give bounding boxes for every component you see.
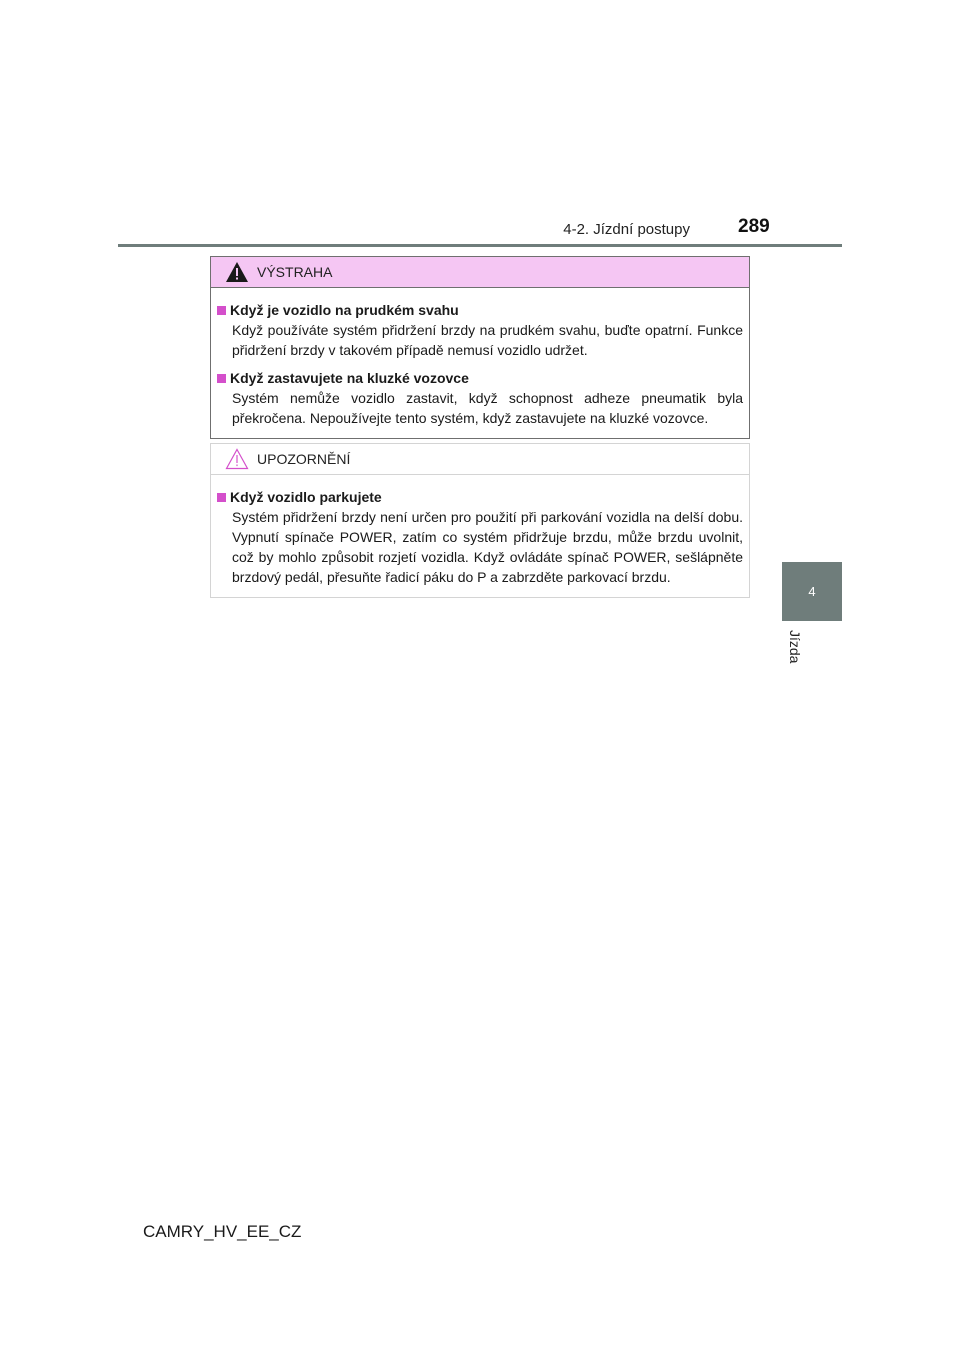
caution-header [211, 444, 749, 475]
caution-body [211, 475, 749, 597]
document-code: CAMRY_HV_EE_CZ [143, 1222, 302, 1241]
header-divider [118, 244, 842, 247]
item-text: Systém nemůže vozidlo zastavit, když schopnost adheze pneumatik byla překročena. Nepoužívejte tento systém, když zastavujete na kluzké vozovce. [232, 390, 743, 426]
item-title: Když je vozidlo na prudkém svahu [230, 302, 459, 318]
warning-title: VÝSTRAHA [257, 264, 333, 280]
chapter-label: Jízda [787, 630, 803, 664]
page-number: 289 [738, 216, 770, 237]
item-title: Když vozidlo parkujete [230, 489, 382, 505]
warning-item [217, 300, 743, 360]
bullet-square-icon [217, 493, 226, 502]
item-text: Systém přidržení brzdy není určen pro použití při parkování vozidla na delší dobu. Vypnutí spínače POWER, zatím co systém přidržuje brzdu, může brzdu uvolnit, což by mohlo způsobit rozjetí vozidla. Když ovládáte spínač POWER, sešlápněte brzdový pedál, přesuňte řadicí páku do P a zabrzděte parkovací brzdu. [232, 509, 743, 585]
warning-item [217, 368, 743, 428]
caution-item [217, 487, 743, 587]
warning-box [210, 256, 750, 439]
item-text: Když používáte systém přidržení brzdy na prudkém svahu, buďte opatrní. Funkce přidržení brzdy v takovém případě nemusí vozidlo udržet. [232, 322, 743, 358]
bullet-square-icon [217, 306, 226, 315]
caution-triangle-outline-icon [225, 448, 249, 470]
chapter-tab: 4 [782, 562, 842, 621]
warning-header [211, 257, 749, 288]
bullet-square-icon [217, 374, 226, 383]
caution-title: UPOZORNĚNÍ [257, 451, 351, 467]
warning-body [211, 288, 749, 438]
warning-triangle-icon [225, 261, 249, 283]
caution-box [210, 443, 750, 598]
item-title: Když zastavujete na kluzké vozovce [230, 370, 469, 386]
section-title: 4-2. Jízdní postupy [563, 221, 690, 238]
